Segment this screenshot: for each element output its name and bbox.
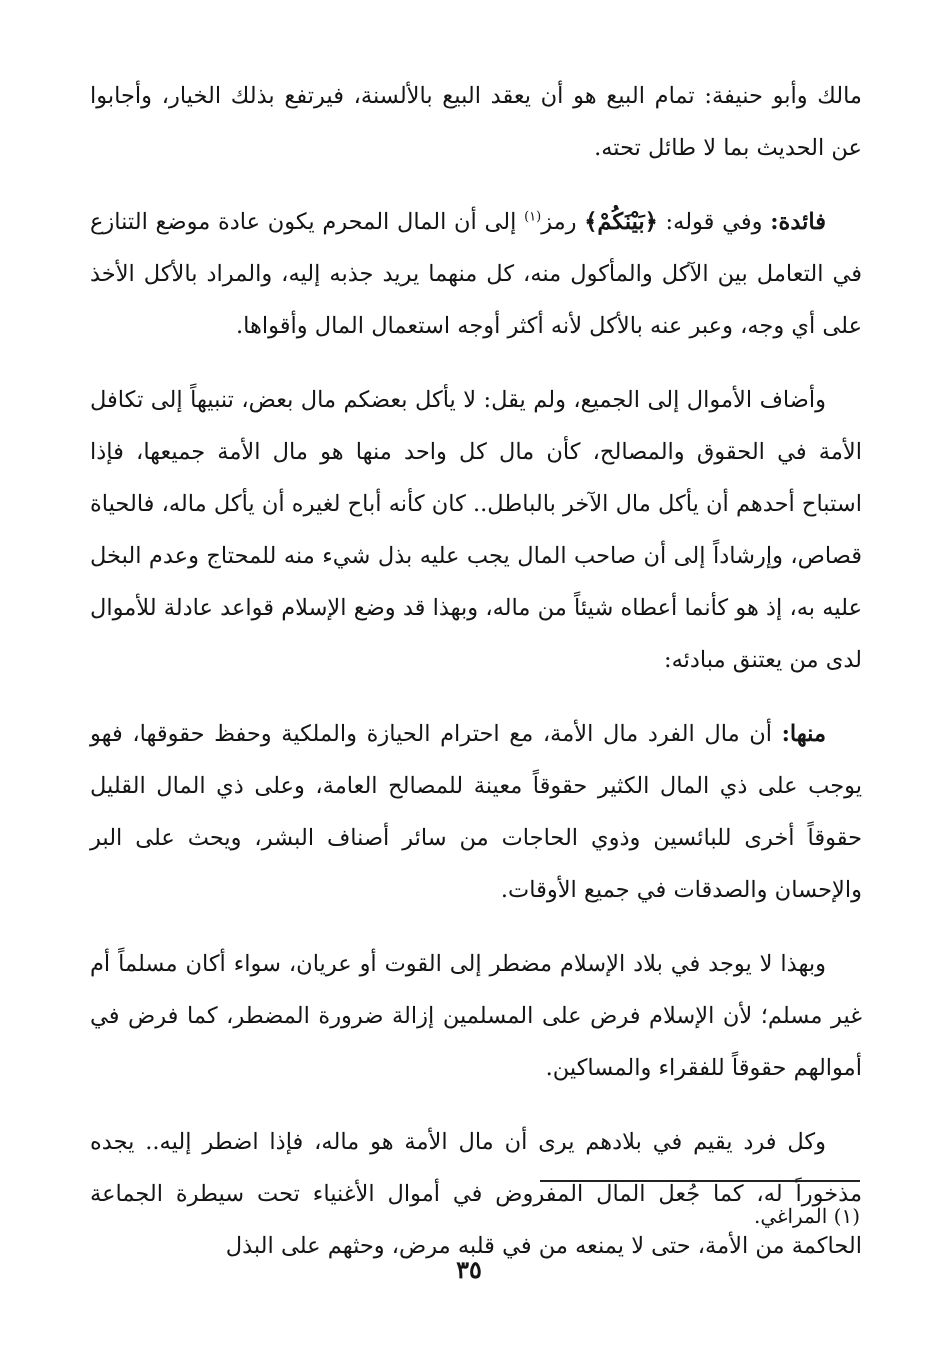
paragraph-text: وأضاف الأموال إلى الجميع، ولم يقل: لا يأكل بعضكم مال بعض، تنبيهاً إلى تكافل الأمة في الحقوق والمصالح، كأن مال كل واحد منها هو مال الأمة جميعها، فإذا استباح أحدهم أن يأكل مال الآخر بالباطل.. كان كأنه أباح لغيره أن يأكل ماله، فالحياة قصاص، وإرشاداً إلى أن صاحب المال يجب عليه بذل شيء منه للمحتاج وعدم البخل عليه به، إذ هو كأنما أعطاه شيئاً من ماله، وبهذا قد وضع الإسلام قواعد عادلة للأموال لدى من يعتنق مبادئه: xyxy=(90,387,863,673)
paragraph-2 xyxy=(90,196,862,352)
footnote xyxy=(500,1196,860,1236)
footnote-text: المراغي. xyxy=(753,1204,828,1228)
paragraph-text: وكل فرد يقيم في بلادهم يرى أن مال الأمة هو ماله، فإذا اضطر إليه.. يجده مذخوراً له، كما جُعل المال المفروض في أموال الأغنياء تحت سيطرة الجماعة الحاكمة من الأمة، حتى لا يمنعه من في قلبه مرض، وحثهم على البذل xyxy=(90,1129,862,1259)
footnote-number: (١) xyxy=(833,1204,860,1228)
paragraph-text: مالك وأبو حنيفة: تمام البيع هو أن يعقد البيع بالألسنة، فيرتفع بذلك الخيار، وأجابوا عن الحديث بما لا طائل تحته. xyxy=(90,83,862,161)
footnote-separator xyxy=(540,1180,860,1182)
paragraph-lead-word: منها: xyxy=(781,721,826,747)
quran-quote: ﴿بَيْنَكُمْ﴾ xyxy=(584,209,658,235)
paragraph-1 xyxy=(90,70,862,174)
footnote-reference[interactable]: (١) xyxy=(524,209,542,225)
paragraph-5 xyxy=(90,938,862,1094)
paragraph-text: وبهذا لا يوجد في بلاد الإسلام مضطر إلى القوت أو عريان، سواء أكان مسلماً أم غير مسلم؛ لأن الإسلام فرض على المسلمين إزالة ضرورة المضطر، كما فرض في أموالهم حقوقاً للفقراء والمساكين. xyxy=(90,951,862,1081)
paragraph-4 xyxy=(90,708,862,916)
paragraph-6 xyxy=(90,1116,862,1272)
paragraph-text-mid: رمز xyxy=(541,209,585,235)
page-body xyxy=(90,70,862,1294)
paragraph-text-pre: وفي قوله: xyxy=(657,209,763,235)
paragraph-text-post: إلى أن المال المحرم يكون عادة موضع التنازع في التعامل بين الآكل والمأكول منه، كل منهما يريد جذبه إليه، والمراد بالأكل الأخذ على أي وجه، وعبر عنه بالأكل لأنه أكثر أوجه استعمال المال وأقواها. xyxy=(90,209,862,339)
page-number: ٣٥ xyxy=(456,1255,482,1284)
paragraph-3 xyxy=(90,374,862,686)
paragraph-text: أن مال الفرد مال الأمة، مع احترام الحيازة والملكية وحفظ حقوقها، فهو يوجب على ذي المال الكثير حقوقاً معينة للمصالح العامة، وعلى ذي المال القليل حقوقاً أخرى للبائسين وذوي الحاجات من سائر أصناف البشر، ويحث على البر والإحسان والصدقات في جميع الأوقات. xyxy=(90,721,862,903)
paragraph-lead-word: فائدة: xyxy=(770,209,826,235)
